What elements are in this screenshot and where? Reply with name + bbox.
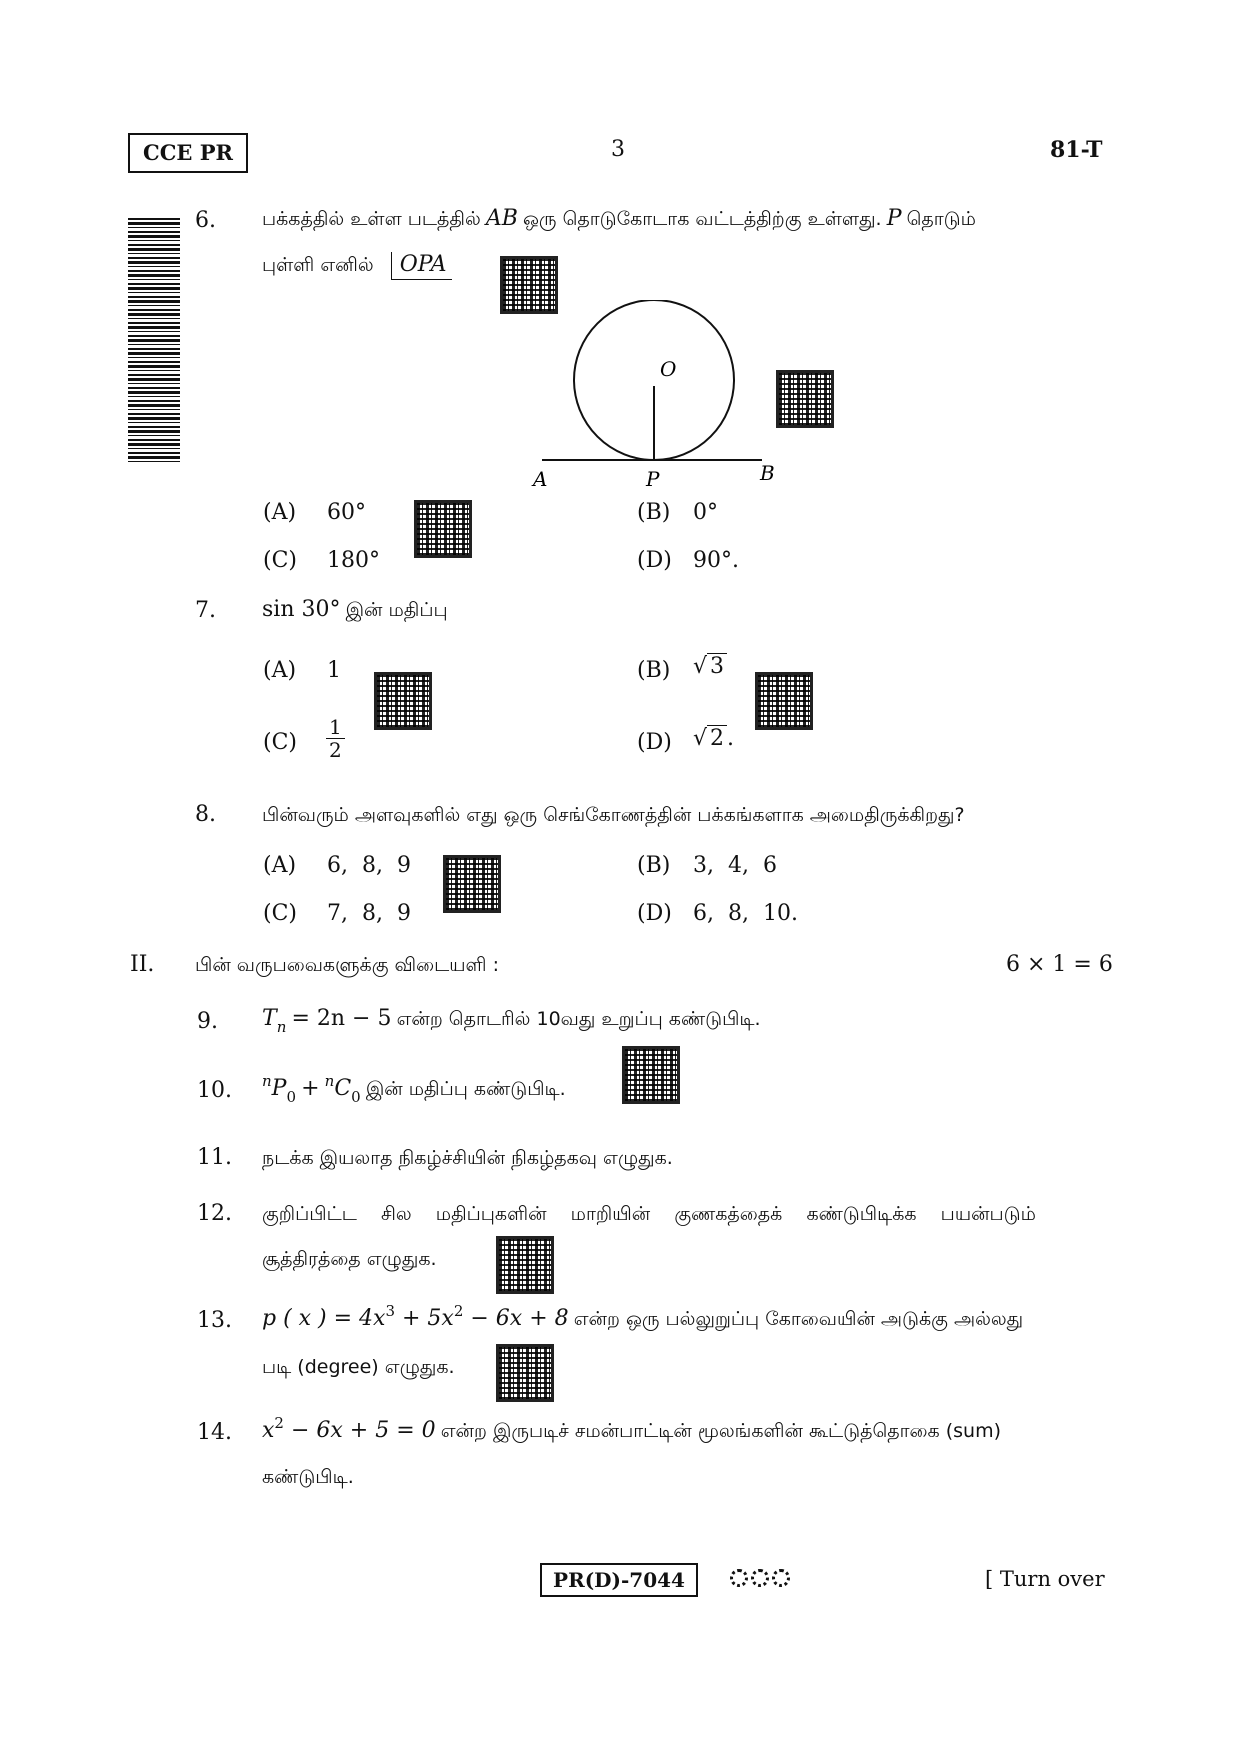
q6-line1 [262,206,1107,233]
section-instruction: பின் வருபவைகளுக்கு விடையளி : [195,954,499,976]
q6-line2 [262,252,452,280]
q6-opt-d-label: (D) [637,548,672,573]
q6-text-c: தொடும் [906,208,976,230]
q9-t: T [262,1006,277,1031]
q7-text [262,597,448,624]
q11-number: 11. [197,1145,232,1170]
q7-opt-c-den: 2 [329,738,342,762]
q14-line2: கண்டுபிடி. [262,1466,354,1488]
q13-text [262,1302,1024,1333]
q13-line2: படி (degree) எழுதுக. [262,1356,455,1378]
q8-opt-b: 3, 4, 6 [693,853,777,878]
q10-sub1: 0 [286,1088,297,1106]
q10-sup2: n [324,1072,335,1090]
q8-opt-d: 6, 8, 10. [693,901,798,926]
q14-text [262,1414,1002,1445]
paper-code: 81-T [1050,137,1103,163]
q14-number: 14. [197,1420,232,1445]
series-box: CCE PR [128,133,248,173]
q11-text: நடக்க இயலாத நிகழ்ச்சியின் நிகழ்தகவு எழுதுக. [262,1147,673,1169]
figure-label-o: O [660,357,677,381]
q7-opt-c-label: (C) [263,730,297,755]
q13-px: p ( x ) = 4x [262,1306,386,1331]
q10-sup1: n [262,1072,272,1090]
turn-over: [ Turn over [985,1567,1105,1591]
q7-opt-b-radicand: 3 [707,653,727,679]
q14-rest: − 6x + 5 = 0 [283,1418,436,1443]
q6-opt-c: 180° [327,548,380,573]
q10-p: P [271,1076,287,1101]
q7-opt-d: √ 2 . [693,726,735,751]
q7-opt-a-label: (A) [263,658,297,683]
q9-number: 9. [197,1009,218,1034]
q8-opt-a: 6, 8, 9 [327,853,411,878]
q14-x: x [262,1418,275,1443]
q12-number: 12. [197,1201,232,1226]
q6-angle: OPA [391,252,453,280]
q10-text [262,1072,566,1106]
footer-code-box: PR(D)-7044 [540,1563,698,1597]
barcode [128,218,180,464]
q13-number: 13. [197,1308,232,1333]
q10-number: 10. [197,1078,232,1103]
q6-opt-a-label: (A) [263,500,297,525]
q7-tamil: இன் மதிப்பு [345,599,448,621]
q6-text-2: புள்ளி எனில் [262,254,374,276]
q8-opt-a-label: (A) [263,853,297,878]
q13-t3: − 6x + 8 [463,1306,569,1331]
q6-number: 6. [195,208,216,233]
figure-label-b: B [760,461,775,485]
qr-code-q10 [622,1046,680,1104]
q9-text [262,1006,761,1036]
q6-ab: AB [485,206,518,231]
q13-e1: 3 [385,1302,396,1320]
q7-opt-c-num: 1 [326,716,345,739]
page-number: 3 [611,137,625,162]
q12-line1: குறிப்பிட்ட சில மதிப்புகளின் மாறியின் குணகத்தைக் கண்டுபிடிக்க பயன்படும் [262,1203,1036,1225]
section-numeral: II. [130,952,155,977]
qr-code-q8 [443,855,501,913]
q6-opt-b-label: (B) [637,500,671,525]
qr-code-q6b [776,370,834,428]
q9-sub: n [276,1018,287,1036]
qr-code-q7b [755,672,813,730]
q13-e2: 2 [453,1302,464,1320]
qr-code-q7a [374,672,432,730]
q8-opt-b-label: (B) [637,853,671,878]
q9-rhs: = 2n − 5 [291,1006,392,1031]
qr-code-q6c [414,500,472,558]
q10-sub2: 0 [351,1088,361,1106]
q8-opt-c-label: (C) [263,901,297,926]
qr-code-q12 [496,1236,554,1294]
q10-tamil: இன் மதிப்பு கண்டுபிடி. [365,1078,566,1100]
figure-label-a: A [533,467,548,491]
q6-text-a: பக்கத்தில் உள்ள படத்தில் [262,208,481,230]
section-marks: 6 × 1 = 6 [1006,952,1113,977]
q7-math: sin 30° [262,597,341,622]
q6-opt-c-label: (C) [263,548,297,573]
q8-opt-c: 7, 8, 9 [327,901,411,926]
qr-code-q13 [496,1344,554,1402]
figure-label-p: P [646,467,660,491]
q6-text-b: ஒரு தொடுகோடாக வட்டத்திற்கு உள்ளது. [523,208,882,230]
q6-opt-b: 0° [693,500,718,525]
q6-figure [530,300,800,500]
q7-opt-d-label: (D) [637,730,672,755]
q8-opt-d-label: (D) [637,901,672,926]
q7-opt-d-tail: . [727,726,735,751]
q6-opt-d: 90°. [693,548,739,573]
q14-tamil: என்ற இருபடிச் சமன்பாட்டின் மூலங்களின் கூட்டுத்தொகை (sum) [440,1420,1002,1442]
q6-p: P [886,206,902,231]
q7-number: 7. [195,598,216,623]
q10-c: C [334,1076,352,1101]
q7-opt-b: √ 3 [693,654,727,679]
q14-e: 2 [274,1414,284,1432]
q8-text: பின்வரும் அளவுகளில் எது ஒரு செங்கோணத்தின் பக்கங்களாக அமைதிருக்கிறது? [262,804,965,826]
footer-circles-icon [730,1569,793,1591]
q7-opt-c [326,716,345,761]
q13-t2: + 5x [395,1306,454,1331]
q9-tamil: என்ற தொடரில் 10வது உறுப்பு கண்டுபிடி. [396,1008,761,1030]
q7-opt-b-label: (B) [637,658,671,683]
q13-tamil: என்ற ஒரு பல்லுறுப்பு கோவையின் அடுக்கு அல்லது [573,1308,1024,1330]
q8-number: 8. [195,802,216,827]
q7-opt-a: 1 [327,658,341,683]
q7-opt-d-radicand: 2 [707,725,727,751]
q12-line2: சூத்திரத்தை எழுதுக. [262,1248,437,1270]
q6-opt-a: 60° [327,500,366,525]
q10-plus: + [301,1076,320,1101]
